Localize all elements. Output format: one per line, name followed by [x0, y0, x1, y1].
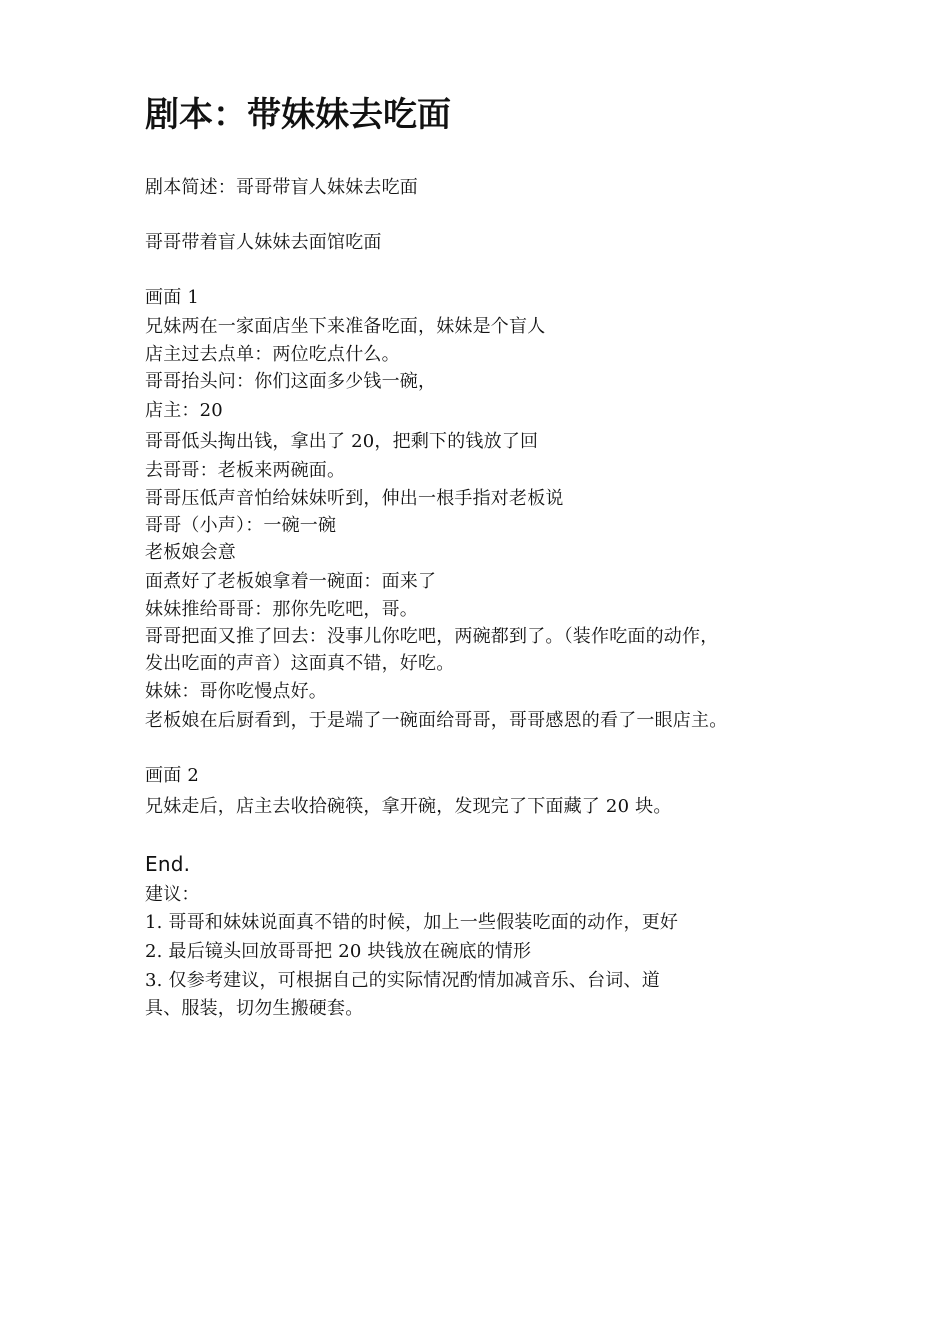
- end-marker: End.: [145, 852, 191, 876]
- document-title: 剧本：带妹妹去吃面: [145, 95, 451, 135]
- scene-1-line: 妹妹：哥你吃慢点好。: [145, 681, 327, 702]
- scene-1-line: 哥哥（小声）：一碗一碗: [145, 515, 337, 536]
- script-intro: 哥哥带着盲人妹妹去面馆吃面: [145, 232, 382, 253]
- scene-1-line: 哥哥抬头问：你们这面多少钱一碗，: [145, 371, 437, 392]
- scene-1-line: 发出吃面的声音）这面真不错，好吃。: [145, 653, 455, 674]
- scene-1-line: 老板娘在后厨看到，于是端了一碗面给哥哥，哥哥感恩的看了一眼店主。: [145, 710, 728, 731]
- scene-1-line: 老板娘会意: [145, 542, 236, 563]
- scene-1-line: 哥哥压低声音怕给妹妹听到，伸出一根手指对老板说: [145, 488, 564, 509]
- suggestion-item: 1. 哥哥和妹妹说面真不错的时候，加上一些假装吃面的动作，更好: [145, 912, 679, 933]
- scene-2-line: 兄妹走后，店主去收拾碗筷，拿开碗，发现完了下面藏了 20 块。: [145, 796, 672, 817]
- scene-1-line: 哥哥低头掏出钱，拿出了 20，把剩下的钱放了回: [145, 431, 539, 452]
- scene-1-heading: 画面 1: [145, 287, 199, 308]
- scene-1-line: 兄妹两在一家面店坐下来准备吃面，妹妹是个盲人: [145, 316, 546, 337]
- script-summary: 剧本简述：哥哥带盲人妹妹去吃面: [145, 177, 418, 198]
- scene-1-line: 店主：20: [145, 400, 223, 421]
- scene-1-line: 面煮好了老板娘拿着一碗面：面来了: [145, 571, 437, 592]
- suggestions-heading: 建议：: [145, 884, 200, 905]
- scene-1-line: 妹妹推给哥哥：那你先吃吧，哥。: [145, 599, 418, 620]
- scene-1-line: 店主过去点单：两位吃点什么。: [145, 344, 400, 365]
- suggestion-item: 2. 最后镜头回放哥哥把 20 块钱放在碗底的情形: [145, 941, 532, 962]
- scene-1-line: 去哥哥：老板来两碗面。: [145, 460, 346, 481]
- scene-1-line: 哥哥把面又推了回去：没事儿你吃吧，两碗都到了。（装作吃面的动作，: [145, 626, 719, 647]
- suggestion-item: 3. 仅参考建议，可根据自己的实际情况酌情加减音乐、台词、道: [145, 970, 660, 991]
- scene-2-heading: 画面 2: [145, 765, 199, 786]
- suggestion-item: 具、服装，切勿生搬硬套。: [145, 998, 364, 1019]
